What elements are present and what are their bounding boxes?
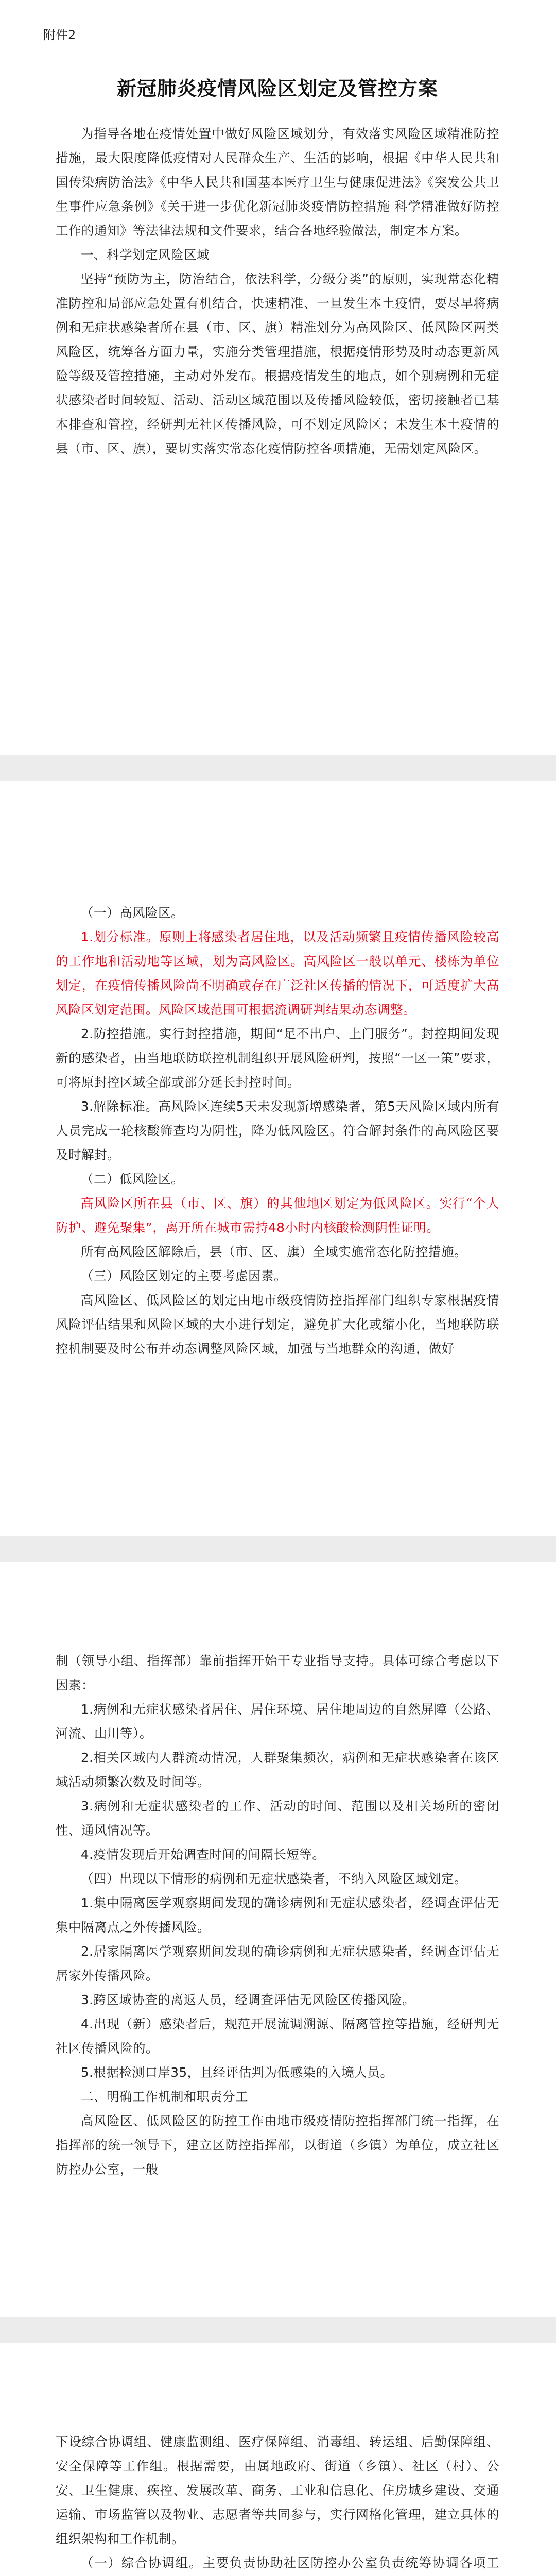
section-heading: （三）风险区划定的主要考虑因素。 <box>81 1268 287 1283</box>
paragraph: 4.疫情发现后开始调查时间的间隔长短等。 <box>81 1847 325 1862</box>
document-page-1 <box>0 0 556 755</box>
paragraph: 下设综合协调组、健康监测组、医疗保障组、消毒组、转运组、后勤保障组、安全保障等工作组。根据需要，由属地政府、街道（乡镇）、社区（村）、公安、卫生健康、疾控、发展改革、商务、工业和信息化、住房城乡建设、交通运输、市场监管以及物业、志愿者等共同参与，实行网格化管理，建立具体的组织架构和工作机制。 <box>56 2434 499 2546</box>
paragraph: 所有高风险区解除后，县（市、区、旗）全域实施常态化防控措施。 <box>81 1244 467 1259</box>
paragraph: 坚持“预防为主，防治结合，依法科学，分级分类”的原则，实现常态化精准防控和局部应急处置有机结合，快速精准、一旦发生本土疫情，要尽早将病例和无症状感染者所在县（市、区、旗）精准划分为高风险区、低风险区两类风险区，统筹各方面力量，实施分类管理措施，根据疫情形势及时动态更新风险等级及管控措施，主动对外发布。根据疫情发生的地点，如个别病例和无症状感染者时间较短、活动、活动区域范围以及传播风险较低，密切接触者已基本排查和管控，经研判无社区传播风险，可不划定风险区；未发生本土疫情的县（市、区、旗），要切实落实常态化疫情防控各项措施，无需划定风险区。 <box>56 272 499 456</box>
paragraph: 3.病例和无症状感染者的工作、活动的时间、范围以及相关场所的密闭性、通风情况等。 <box>56 1799 499 1838</box>
paragraph: 4.出现（新）感染者后，规范开展流调溯源、隔离管控等措施，经研判无社区传播风险的。 <box>56 2016 499 2056</box>
paragraph: 3.解除标准。高风险区连续5天未发现新增感染者，第5天风险区域内所有人员完成一轮核酸筛查均为阴性，降为低风险区。符合解封条件的高风险区要及时解封。 <box>56 1099 499 1162</box>
paragraph: 5.根据检测口岸35，且经评估判为低感染的入境人员。 <box>81 2065 393 2080</box>
paragraph: 为指导各地在疫情处置中做好风险区域划分，有效落实风险区域精准防控措施，最大限度降低疫情对人民群众生产、生活的影响，根据《中华人民共和国传染病防治法》《中华人民共和国基本医疗卫生与健康促进法》《突发公共卫生事件应急条例》《关于进一步优化新冠肺炎疫情防控措施 科学精准做好防控工作的通知》等法律法规和文件要求，结合各地经验做法，制定本方案。 <box>56 126 499 238</box>
paragraph: 高风险区、低风险区的防控工作由地市级疫情防控指挥部门统一指挥，在指挥部的统一领导下，建立区防控指挥部，以街道（乡镇）为单位，成立社区防控办公室，一般 <box>56 2113 499 2177</box>
paragraph: 2.居家隔离医学观察期间发现的确诊病例和无症状感染者，经调查评估无居家外传播风险。 <box>56 1944 499 1983</box>
document-page-2 <box>0 781 556 1536</box>
paragraph: 1.病例和无症状感染者居住、居住环境、居住地周边的自然屏障（公路、河流、山川等）。 <box>56 1702 499 1741</box>
paragraph: 制（领导小组、指挥部）靠前指挥开始干专业指导支持。具体可综合考虑以下因素： <box>56 1653 499 1692</box>
paragraph: 1.集中隔离医学观察期间发现的确诊病例和无症状感染者，经调查评估无集中隔离点之外传播风险。 <box>56 1895 499 1935</box>
document-page-3 <box>0 1562 556 2317</box>
section-heading: （一）高风险区。 <box>81 905 184 920</box>
section-heading: 二、明确工作机制和职责分工 <box>81 2089 248 2104</box>
paragraph: （一）综合协调组。主要负责协助社区防控办公室负责统筹协调各项工 <box>81 2555 499 2570</box>
section-heading: （四）出现以下情形的病例和无症状感染者，不纳入风险区域划定。 <box>81 1871 467 1886</box>
section-heading: 一、科学划定风险区域 <box>81 247 210 262</box>
section-heading: （二）低风险区。 <box>81 1172 184 1187</box>
attachment-label: 附件2 <box>43 28 76 42</box>
paragraph: 3.跨区域协查的离返人员，经调查评估无风险区传播风险。 <box>81 1992 415 2007</box>
document-title: 新冠肺炎疫情风险区划定及管控方案 <box>116 77 438 100</box>
paragraph: 2.防控措施。实行封控措施，期间“足不出户、上门服务”。封控期间发现新的感染者，由当地联防联控机制组织开展风险研判，按照“一区一策”要求，可将原封控区域全部或部分延长封控时间。 <box>56 1026 499 1090</box>
paragraph-highlighted: 1.划分标准。原则上将感染者居住地，以及活动频繁且疫情传播风险较高的工作地和活动地等区域，划为高风险区。高风险区一般以单元、楼栋为单位划定，在疫情传播风险尚不明确或存在广泛社区传播的情况下，可适度扩大高风险区划定范围。风险区域范围可根据流调研判结果动态调整。 <box>56 929 499 1017</box>
paragraph: 2.相关区域内人群流动情况，人群聚集频次，病例和无症状感染者在该区域活动频繁次数及时间等。 <box>56 1750 499 1789</box>
document-page-4 <box>0 2343 556 2576</box>
paragraph-highlighted: 高风险区所在县（市、区、旗）的其他地区划定为低风险区。实行“个人防护、避免聚集”，离开所在城市需持48小时内核酸检测阴性证明。 <box>56 1196 499 1235</box>
paragraph: 高风险区、低风险区的划定由地市级疫情防控指挥部门组织专家根据疫情风险评估结果和风险区域的大小进行划定，避免扩大化或缩小化，当地联防联控机制要及时公布并动态调整风险区域，加强与当地群众的沟通，做好 <box>56 1293 499 1356</box>
